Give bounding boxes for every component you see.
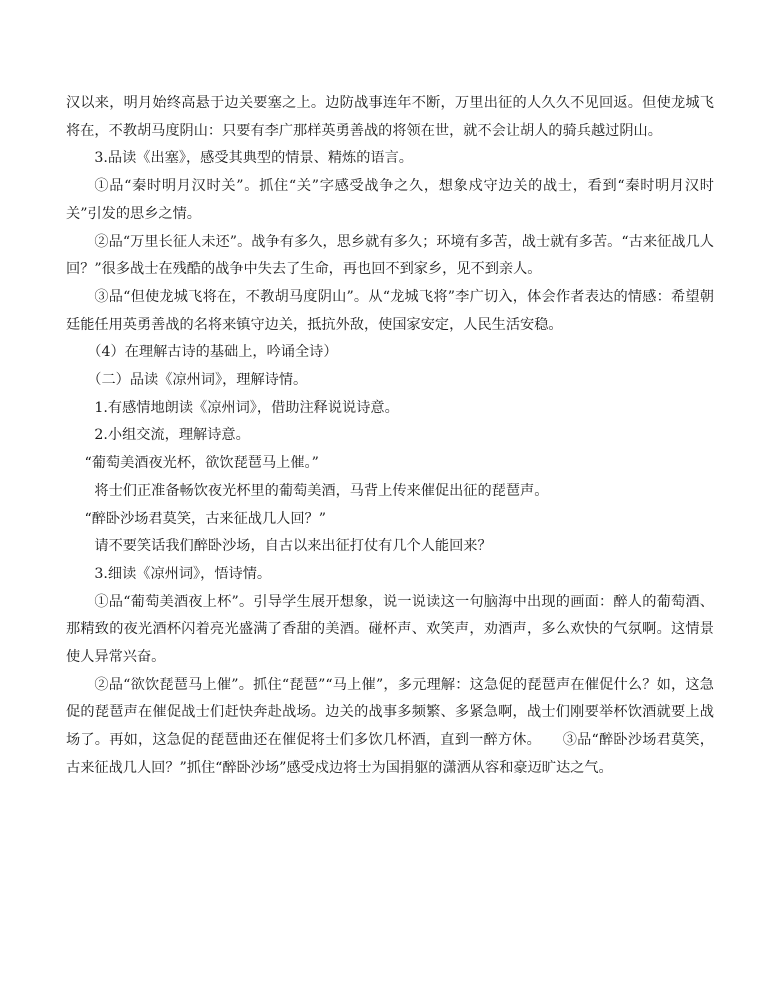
paragraph-liangzhouci-point-1: ①品“葡萄美酒夜上杯”。引导学生展开想象，说一说读这一句脑海中出现的画面：醉人的葡萄酒、那精致的夜光酒杯闪着亮光盛满了香甜的美酒。碰杯声、欢笑声，劝酒声，多么欢快的气氛啊。这情景使人异常兴奋。	[66, 593, 714, 666]
paragraph-liangzhouci-heading: 3.细读《凉州词》，悟诗情。	[94, 565, 272, 582]
section-heading-liangzhouci: （二）品读《凉州词》，理解诗情。	[87, 372, 308, 389]
paragraph-chusai-point-1: ①品“秦时明月汉时关”。抓住“关”字感受战争之久，想象戍守边关的战士，看到“秦时明月汉时关”引发的思乡之情。	[66, 178, 714, 222]
paragraph-chusai-point-3: ③品“但使龙城飞将在，不教胡马度阴山”。从“龙城飞将”李广切入，体会作者表达的情感：希望朝廷能任用英勇善战的名将来镇守边关，抵抗外敌，使国家安定，人民生活安稳。	[66, 288, 714, 333]
paragraph-recite: （4）在理解古诗的基础上，吟诵全诗）	[87, 344, 338, 361]
document-body	[66, 90, 714, 783]
paragraph-intro: 汉以来，明月始终高悬于边关要塞之上。边防战事连年不断，万里出征的人久久不见回返。但使龙城飞将在，不教胡马度阴山：只要有李广那样英勇善战的将领在世，就不会让胡人的骑兵越过阴山。	[66, 95, 714, 139]
paragraph-chusai-heading: 3.品读《出塞》，感受其典型的情景、精炼的语言。	[94, 150, 413, 167]
poem-translation-1: 将士们正准备畅饮夜光杯里的葡萄美酒，马背上传来催促出征的琵琶声。	[94, 482, 549, 499]
poem-line-2: “醉卧沙场君莫笑，古来征战几人回？”	[84, 510, 326, 527]
paragraph-liangzhouci-point-2: ②品“欲饮琵琶马上催”。抓住“琵琶”“马上催”，多元理解：这急促的琵琶声在催促什么？如，这急促的琵琶声在催促战士们赶快奔赴战场。边关的战事多频繁、多紧急啊，战士们刚要举杯饮酒就要上战场了。再如，这急促的琵琶曲还在催促将士们多饮几杯酒，直到一醉方休。 ③品“醉卧沙场君莫笑，古来征战几人回？”抓住“醉卧沙场”感受戍边将士为国捐躯的潇洒从容和豪迈旷达之气。	[66, 676, 714, 776]
paragraph-read-aloud: 1.有感情地朗读《凉州词》，借助注释说说诗意。	[94, 399, 399, 416]
poem-line-1: “葡萄美酒夜光杯，欲饮琵琶马上催。”	[84, 455, 319, 472]
poem-translation-2: 请不要笑话我们醉卧沙场，自古以来出征打仗有几个人能回来？	[94, 538, 492, 555]
paragraph-group-discussion: 2.小组交流，理解诗意。	[94, 427, 250, 444]
paragraph-chusai-point-2: ②品“万里长征人未还”。战争有多久，思乡就有多久；环境有多苦，战士就有多苦。“古来征战几人回？”很多战士在残酷的战争中失去了生命，再也回不到家乡，见不到亲人。	[66, 233, 714, 278]
